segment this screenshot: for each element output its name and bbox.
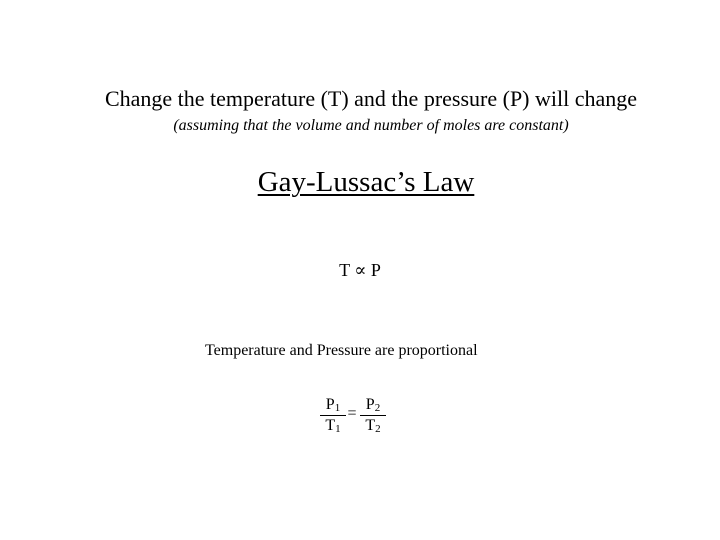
intro-text: Change the temperature (T) and the pressure (P) will change [104, 86, 638, 111]
gay-lussac-equation [318, 396, 398, 444]
proportionality-statement: Temperature and Pressure are proportional [205, 342, 478, 359]
left-denominator [320, 417, 346, 435]
right-numerator-subscript: 2 [374, 402, 381, 414]
right-numerator-symbol: P [365, 396, 375, 413]
left-numerator-symbol: P [325, 396, 335, 413]
left-numerator-subscript: 1 [334, 402, 341, 414]
assumption-line [0, 116, 720, 136]
right-numerator [360, 396, 386, 414]
proportionality-expression: T ∝ P [339, 260, 381, 280]
intro-line [0, 85, 720, 113]
law-title-text: Gay-Lussac’s Law [257, 166, 475, 198]
right-denominator-subscript: 2 [375, 423, 381, 435]
right-denominator [360, 417, 386, 435]
left-fraction [320, 396, 346, 435]
left-denominator-symbol: T [325, 417, 336, 434]
right-denominator-symbol: T [365, 417, 376, 434]
left-fraction-bar [320, 415, 346, 416]
left-numerator [320, 396, 346, 414]
equals-sign: = [347, 405, 357, 422]
law-title [0, 164, 720, 200]
right-fraction [360, 396, 386, 435]
right-fraction-bar [360, 415, 386, 416]
left-denominator-subscript: 1 [335, 423, 341, 435]
assumption-text: (assuming that the volume and number of moles are constant) [173, 117, 569, 134]
